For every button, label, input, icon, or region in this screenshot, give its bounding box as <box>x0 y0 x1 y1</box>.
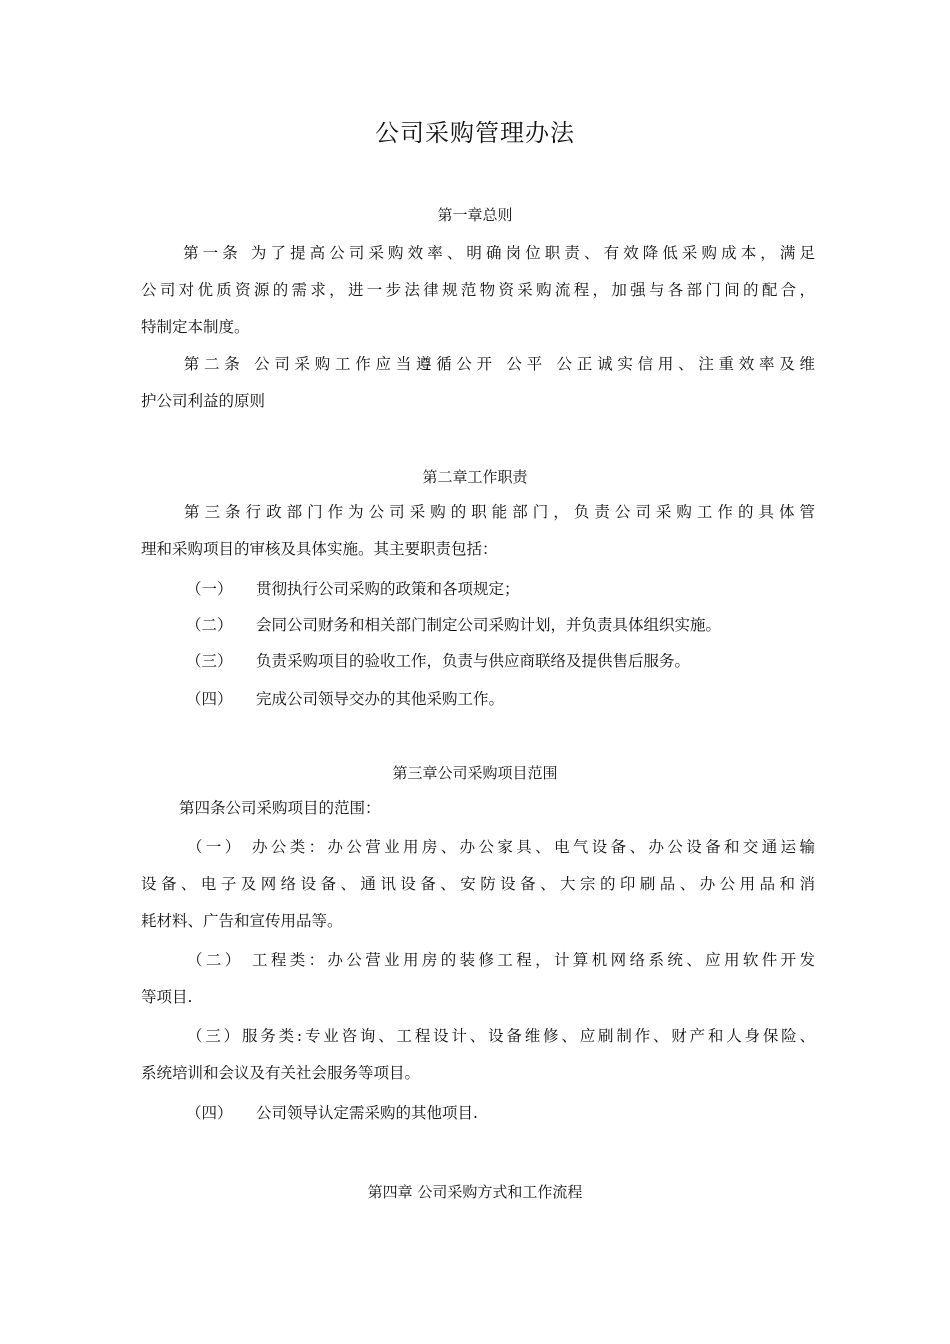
chapter-4-heading: 第四章 公司采购方式和工作流程 <box>367 1183 583 1201</box>
article-1-line-2: 公司对优质资源的需求，进一步法律规范物资采购流程，加强与各部门间的配合， <box>141 281 815 299</box>
duty-item-1-text: 贯彻执行公司采购的政策和各项规定； <box>256 580 520 598</box>
article-3 <box>141 494 815 568</box>
category-3 <box>141 1018 815 1092</box>
chapter-1-heading: 第一章总则 <box>437 206 513 224</box>
article-3-line-1: 第三条行政部门作为公司采购的职能部门，负责公司采购工作的具体管 <box>179 503 815 521</box>
duty-item-4 <box>186 689 504 709</box>
article-2-line-2: 护公司利益的原则 <box>141 392 266 410</box>
chapter-2-heading: 第二章工作职责 <box>422 468 528 486</box>
article-1-line-3: 特制定本制度。 <box>141 318 250 336</box>
category-1-line-1: （一） 办公类：办公营业用房、办公家具、电气设备、办公设备和交通运输 <box>187 838 815 856</box>
duty-item-3-num: （三） <box>186 652 233 670</box>
article-1-line-1: 第一条 为了提高公司采购效率、明确岗位职责、有效降低采购成本，满足 <box>179 244 815 262</box>
duty-item-2-text: 会同公司财务和相关部门制定公司采购计划，并负责具体组织实施。 <box>256 616 722 634</box>
category-4-text: 公司领导认定需采购的其他项目. <box>256 1104 478 1122</box>
article-2-line-1: 第二条 公司采购工作应当遵循公开 公平 公正诚实信用、注重效率及维 <box>179 355 815 373</box>
document-title: 公司采购管理办法 <box>375 119 575 147</box>
category-1 <box>141 829 815 940</box>
duty-item-2 <box>186 615 721 635</box>
category-4-num: （四） <box>186 1104 233 1122</box>
duty-item-1-num: （一） <box>186 580 233 598</box>
category-3-line-2: 系统培训和会议及有关社会服务等项目。 <box>141 1064 421 1082</box>
duty-item-4-num: （四） <box>186 690 233 708</box>
article-3-line-2: 理和采购项目的审核及具体实施。其主要职责包括： <box>141 540 498 558</box>
category-3-line-1: （三）服务类:专业咨询、工程设计、设备维修、应刷制作、财产和人身保险、 <box>187 1027 815 1045</box>
duty-item-4-text: 完成公司领导交办的其他采购工作。 <box>256 690 505 708</box>
category-2 <box>141 942 815 1016</box>
category-1-line-3: 耗材料、广告和宣传用品等。 <box>141 912 343 930</box>
duty-item-3 <box>186 651 690 671</box>
article-4-text: 第四条公司采购项目的范围： <box>179 799 381 817</box>
category-4 <box>186 1103 478 1123</box>
duty-item-3-text: 负责采购项目的验收工作，负责与供应商联络及提供售后服务。 <box>256 652 691 670</box>
duty-item-2-num: （二） <box>186 616 233 634</box>
category-2-line-2: 等项目. <box>141 988 193 1006</box>
duty-item-1 <box>186 579 520 599</box>
chapter-3-heading: 第三章公司采购项目范围 <box>392 764 558 782</box>
article-1 <box>141 235 815 346</box>
category-1-line-2: 设备、电子及网络设备、通讯设备、安防设备、大宗的印刷品、办公用品和消 <box>141 875 815 893</box>
article-4 <box>141 790 815 827</box>
article-2 <box>141 346 815 420</box>
category-2-line-1: （二） 工程类：办公营业用房的装修工程，计算机网络系统、应用软件开发 <box>187 951 815 969</box>
